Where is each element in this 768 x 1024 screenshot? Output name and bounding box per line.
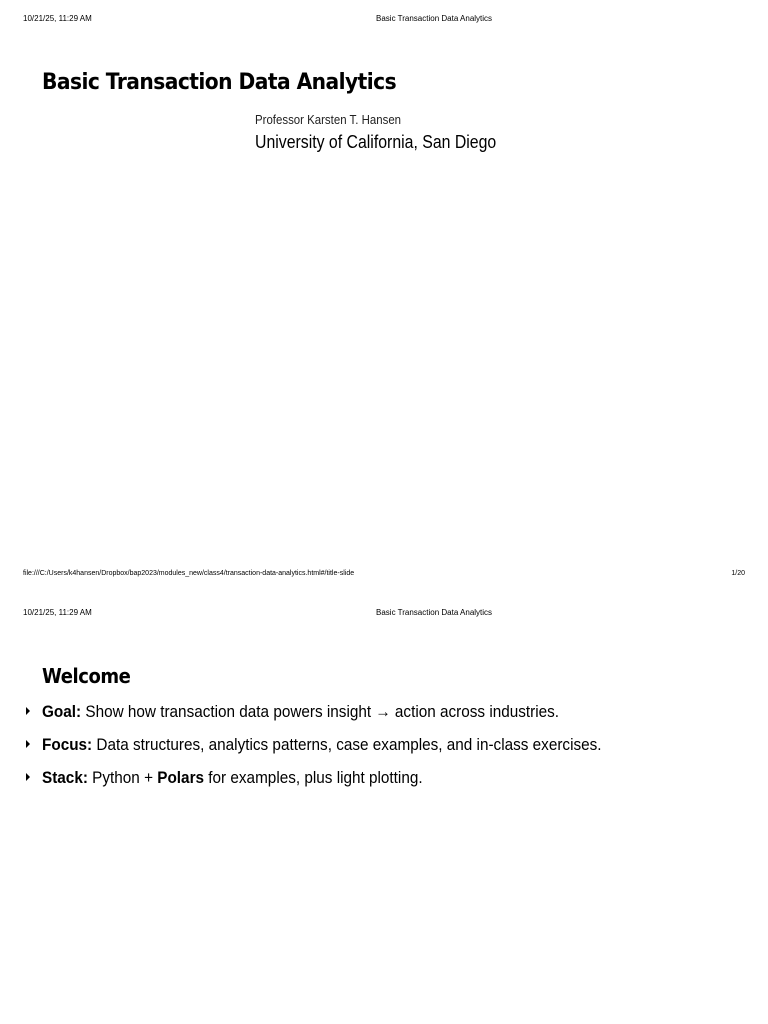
print-doc-title: Basic Transaction Data Analytics [376, 14, 493, 23]
bullet-label: Goal: [42, 702, 82, 721]
triangle-bullet-icon [26, 773, 30, 781]
page-footer [0, 570, 768, 584]
bullet-bold-term: Polars [157, 768, 205, 787]
institution-name: University of California, San Diego [255, 132, 497, 152]
bullet-label: Stack: [42, 768, 88, 787]
bullet-text: for examples, plus light plotting. [204, 768, 423, 787]
page-header [0, 14, 768, 28]
page-number: 1/20 [731, 570, 745, 577]
print-date: 10/21/25, 11:29 AM [23, 608, 92, 617]
author-name: Professor Karsten T. Hansen [255, 112, 402, 127]
triangle-bullet-icon [26, 707, 30, 715]
bullet-text: Show how transaction data powers insight → action across industries. [81, 702, 560, 721]
print-date: 10/21/25, 11:29 AM [23, 14, 92, 23]
triangle-bullet-icon [26, 740, 30, 748]
bullet-text: Python + [87, 768, 158, 787]
print-doc-title: Basic Transaction Data Analytics [376, 608, 493, 617]
page-header [0, 608, 768, 622]
welcome-heading: Welcome [42, 664, 131, 688]
bullet-text: Data structures, analytics patterns, case examples, and in-class exercises. [92, 735, 602, 754]
print-url: file:///C:/Users/k4hansen/Dropbox/bap2023/modules_new/class4/transaction-data-analytics.html#/title-slide [23, 570, 355, 577]
slide-title: Basic Transaction Data Analytics [42, 70, 397, 95]
bullet-label: Focus: [42, 735, 93, 754]
